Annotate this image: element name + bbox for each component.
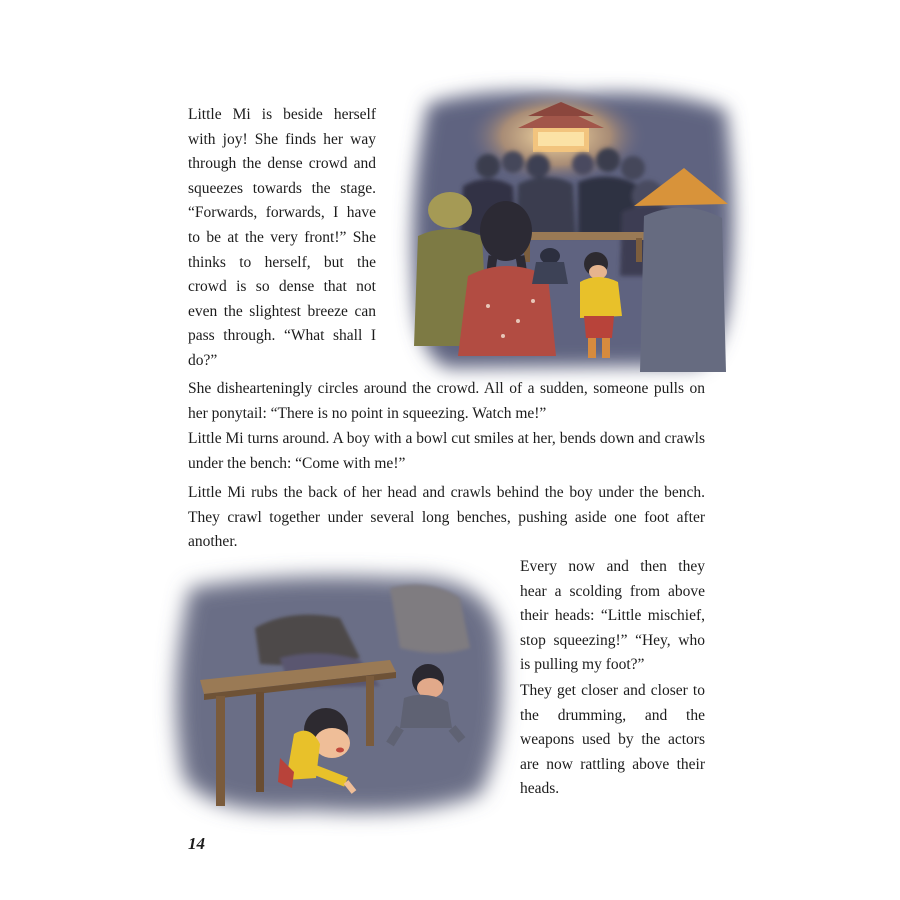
- paragraph-crawl: Little Mi rubs the back of her head and crawls behind the boy under the bench. They crawl together under several long benches, pushing aside one foot after another.: [188, 484, 705, 551]
- paragraph-drumming: They get closer and closer to the drumming, and the weapons used by the actors are now rattling above their heads.: [520, 682, 705, 798]
- paragraph-scolding: Every now and then they hear a scolding from above their heads: “Little mischief, stop squeezing!” “Hey, who is pulling my foot?”: [520, 558, 705, 674]
- children-crawling-under-bench-illustration: [160, 568, 510, 818]
- man-in-straw-hat: [634, 168, 728, 372]
- page-number: 14: [188, 834, 205, 853]
- crowd-watching-stage-illustration: [408, 86, 738, 372]
- paragraph-boy: Little Mi turns around. A boy with a bowl cut smiles at her, bends down and crawls under the bench: “Come with me!”: [188, 430, 705, 472]
- paragraph-intro: Little Mi is beside herself with joy! She finds her way through the dense crowd and squeezes towards the stage. “Forwards, forwards, I have to be at the very front!” She thinks to herself, but the crowd is so dense that not even the slightest breeze can pass through. “What shall I do?”: [188, 106, 376, 369]
- paragraph-ponytail: She dishearteningly circles around the crowd. All of a sudden, someone pulls on her ponytail: “There is no point in squeezing. Watch me!”: [188, 380, 705, 422]
